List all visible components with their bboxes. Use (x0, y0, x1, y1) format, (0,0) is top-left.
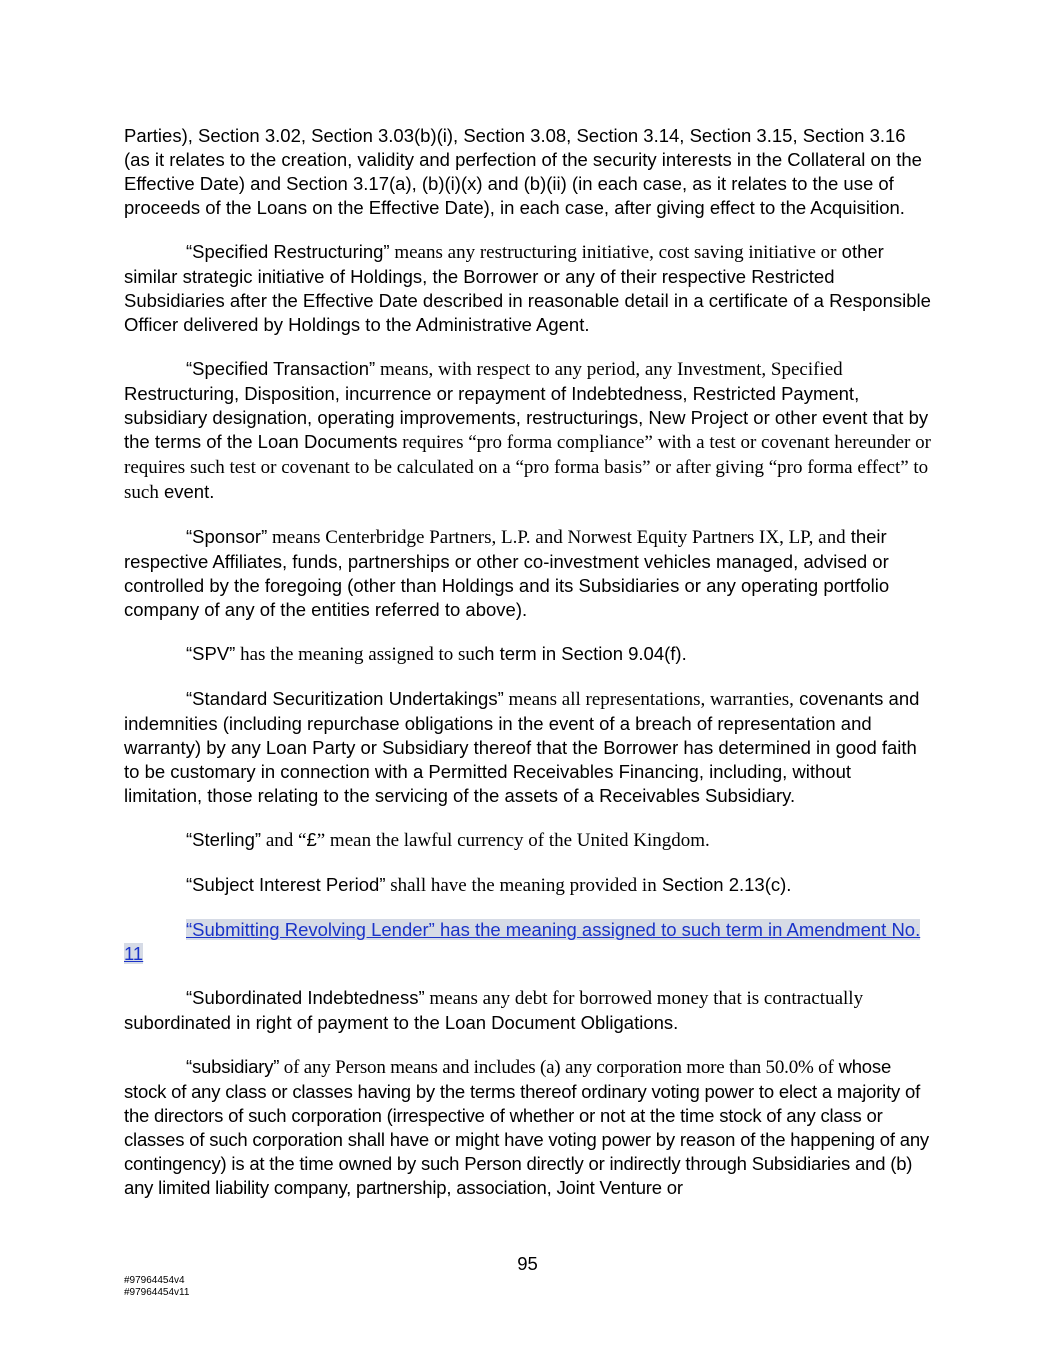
definition-subject-interest-period (124, 873, 932, 898)
defined-term: “Standard Securitization Undertakings” (186, 688, 504, 709)
doc-id-line: #97964454v4 (124, 1275, 185, 1286)
page-number: 95 (517, 1253, 538, 1274)
definition-text: ch term in Section 9.04(f). (474, 643, 687, 664)
definition-text: means Centerbridge Partners, L.P. and Norwest Equity Partners IX, LP, and (267, 527, 846, 548)
defined-term: “Subject Interest Period” (186, 874, 386, 895)
definition-text: ” mean the lawful currency of the United Kingdom. (316, 830, 710, 851)
definition-text: covenants and indemnities (including repurchase obligations in the event of a breach of representation and warranty) by any Loan Party or Subsidiary thereof that the Borrower has determined in good faith to be customary in connection with a Permitted Receivables Financing, including, without limitation, those relating to the servicing of the assets of a Receivables Subsidiary. (124, 688, 920, 806)
definition-text: means all representations, warranties, (503, 689, 794, 710)
defined-term: “subsidiary” (186, 1056, 280, 1077)
defined-term: “Specified Restructuring” (186, 241, 390, 262)
paragraph-text: Parties), Section 3.02, Section 3.03(b)(i), Section 3.08, Section 3.14, Section 3.15, Section 3.16 (as it relates to the creation, validity and perfection of the security interests in the Collateral on the Effective Date) and Section 3.17(a), (b)(i)(x) and (b)(ii) (in each case, as it relates to the use of proceeds of the Loans on the Effective Date), in each case, after giving effect to the Acquisition. (124, 125, 922, 218)
definition-text: shall have the meaning provided in (385, 875, 657, 896)
defined-term: “Subordinated Indebtedness” (186, 987, 425, 1008)
definition-text: other similar strategic initiative of Holdings, the Borrower or any of their respective Restricted Subsidiaries after the Effective Date described in reasonable detail in a certificate of a Responsible Officer delivered by Holdings to the Administrative Agent. (124, 241, 931, 335)
definition-text: requires “pro forma compliance” with a test or covenant hereunder or requires such test or covenant to be calculated on a “pro forma basis” or after giving “pro forma effect” to such (124, 432, 931, 503)
definition-text: has the meaning assigned to su (235, 644, 475, 665)
definition-specified-restructuring (124, 240, 932, 337)
definition-subsidiary (124, 1055, 932, 1200)
definition-text: Section 2.13(c). (656, 874, 792, 895)
defined-term: £ (306, 829, 317, 850)
definition-submitting-revolving-lender (124, 918, 932, 966)
definition-sterling (124, 828, 932, 853)
definition-spv (124, 642, 932, 667)
defined-term: “Sterling” (186, 829, 262, 850)
definition-text: subordinated in right of payment to the Loan Document Obligations. (124, 1012, 679, 1033)
definition-subordinated-indebtedness (124, 986, 932, 1035)
defined-term: “Sponsor” (186, 526, 268, 547)
definition-sponsor (124, 525, 932, 622)
definition-text: means any debt for borrowed money that is contractually (424, 988, 864, 1009)
definition-text: means any restructuring initiative, cost saving initiative or (389, 242, 837, 263)
document-body (124, 124, 932, 1220)
definition-text: of any Person means and includes (a) any corporation more than 50.0% of (279, 1057, 834, 1078)
inserted-text-link[interactable]: “Submitting Revolving Lender” has the meaning assigned to such term in Amendment No. 11 (124, 919, 921, 964)
definition-text: whose stock of any class or classes having by the terms thereof ordinary voting power to elect a majority of the directors of such corporation (irrespective of whether or not at the time stock of any class or classes of such corporation shall have or might have voting power by reason of the happening of any contingency) is at the time owned by such Person directly or indirectly through Subsidiaries and (b) any limited liability company, partnership, association, Joint Venture or (124, 1056, 929, 1198)
defined-term: “Specified Transaction” (186, 358, 376, 379)
definition-standard-securitization-undertakings (124, 687, 932, 808)
paragraph-acquisition-continuation (124, 124, 932, 220)
defined-term: “SPV” (186, 643, 236, 664)
definition-text: means, with respect to any period, any Investment, Specified (375, 359, 843, 380)
definition-specified-transaction (124, 357, 932, 505)
doc-id-line: #97964454v11 (124, 1287, 190, 1298)
definition-text: Restructuring, Disposition, incurrence or repayment of Indebtedness, Restricted Payment, subsidiary designation, operating improvements, restructurings, New Project or other event that by the terms of the Loan Documents (124, 383, 929, 452)
definition-text: their respective Affiliates, funds, partnerships or other co-investment vehicles managed, advised or controlled by the foregoing (other than Holdings and its Subsidiaries or any operating portfolio company of any of the entities referred to above). (124, 526, 890, 620)
document-ids (124, 1275, 189, 1299)
definition-text: event. (158, 481, 215, 502)
definition-text: and “ (261, 830, 307, 851)
